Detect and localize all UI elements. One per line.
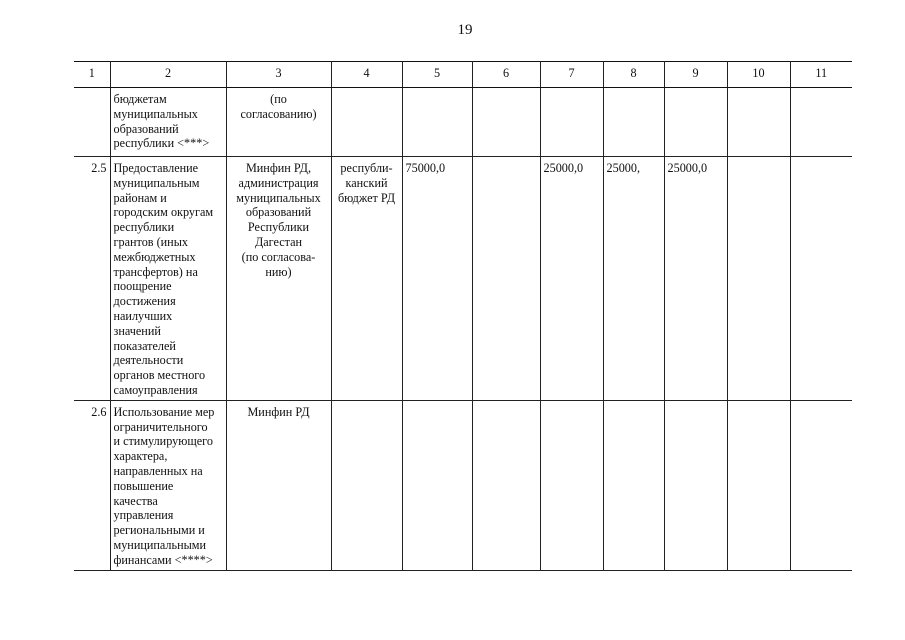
funding-source-cell — [331, 88, 402, 157]
funding-source-cell: республи- канский бюджет РД — [331, 157, 402, 401]
value-cell — [790, 157, 852, 401]
executor-cell: Минфин РД, администрация муниципальных образований Республики Дагестан (по согласова- нию) — [226, 157, 331, 401]
column-number: 8 — [603, 62, 664, 88]
column-number: 11 — [790, 62, 852, 88]
value-cell — [664, 400, 727, 570]
value-cell — [402, 400, 472, 570]
column-number: 4 — [331, 62, 402, 88]
column-number: 6 — [472, 62, 540, 88]
row-number-cell — [74, 88, 110, 157]
value-cell — [402, 88, 472, 157]
column-number: 7 — [540, 62, 603, 88]
value-cell: 75000,0 — [402, 157, 472, 401]
value-cell — [472, 400, 540, 570]
column-number: 9 — [664, 62, 727, 88]
value-cell — [790, 88, 852, 157]
table-row — [74, 88, 852, 157]
row-number-cell: 2.5 — [74, 157, 110, 401]
table-row — [74, 157, 852, 401]
page-number: 19 — [457, 22, 473, 38]
value-cell: 25000,0 — [664, 157, 727, 401]
column-number: 5 — [402, 62, 472, 88]
value-cell — [790, 400, 852, 570]
measure-name-cell: бюджетам муниципальных образований республики <***> — [110, 88, 226, 157]
executor-cell: (по согласованию) — [226, 88, 331, 157]
value-cell — [472, 88, 540, 157]
value-cell — [472, 157, 540, 401]
executor-cell: Минфин РД — [226, 400, 331, 570]
measure-name-cell: Предоставление муниципальным районам и городским округам республики грантов (иных межбюджетных трансфертов) на поощрение достижения наилучших значений показателей деятельности органов местного самоуправления — [110, 157, 226, 401]
program-table — [74, 61, 852, 571]
value-cell — [727, 157, 790, 401]
row-number-cell: 2.6 — [74, 400, 110, 570]
funding-source-cell — [331, 400, 402, 570]
column-number: 3 — [226, 62, 331, 88]
value-cell — [727, 88, 790, 157]
value-cell — [603, 88, 664, 157]
value-cell — [540, 400, 603, 570]
column-number: 10 — [727, 62, 790, 88]
value-cell: 25000, — [603, 157, 664, 401]
value-cell — [540, 88, 603, 157]
value-cell — [727, 400, 790, 570]
table-row — [74, 400, 852, 570]
value-cell — [603, 400, 664, 570]
value-cell: 25000,0 — [540, 157, 603, 401]
column-number: 1 — [74, 62, 110, 88]
value-cell — [664, 88, 727, 157]
column-number-row — [74, 62, 852, 88]
column-number: 2 — [110, 62, 226, 88]
measure-name-cell: Использование мер ограничительного и стимулирующего характера, направленных на повышение качества управления региональными и муниципальными финансами <****> — [110, 400, 226, 570]
